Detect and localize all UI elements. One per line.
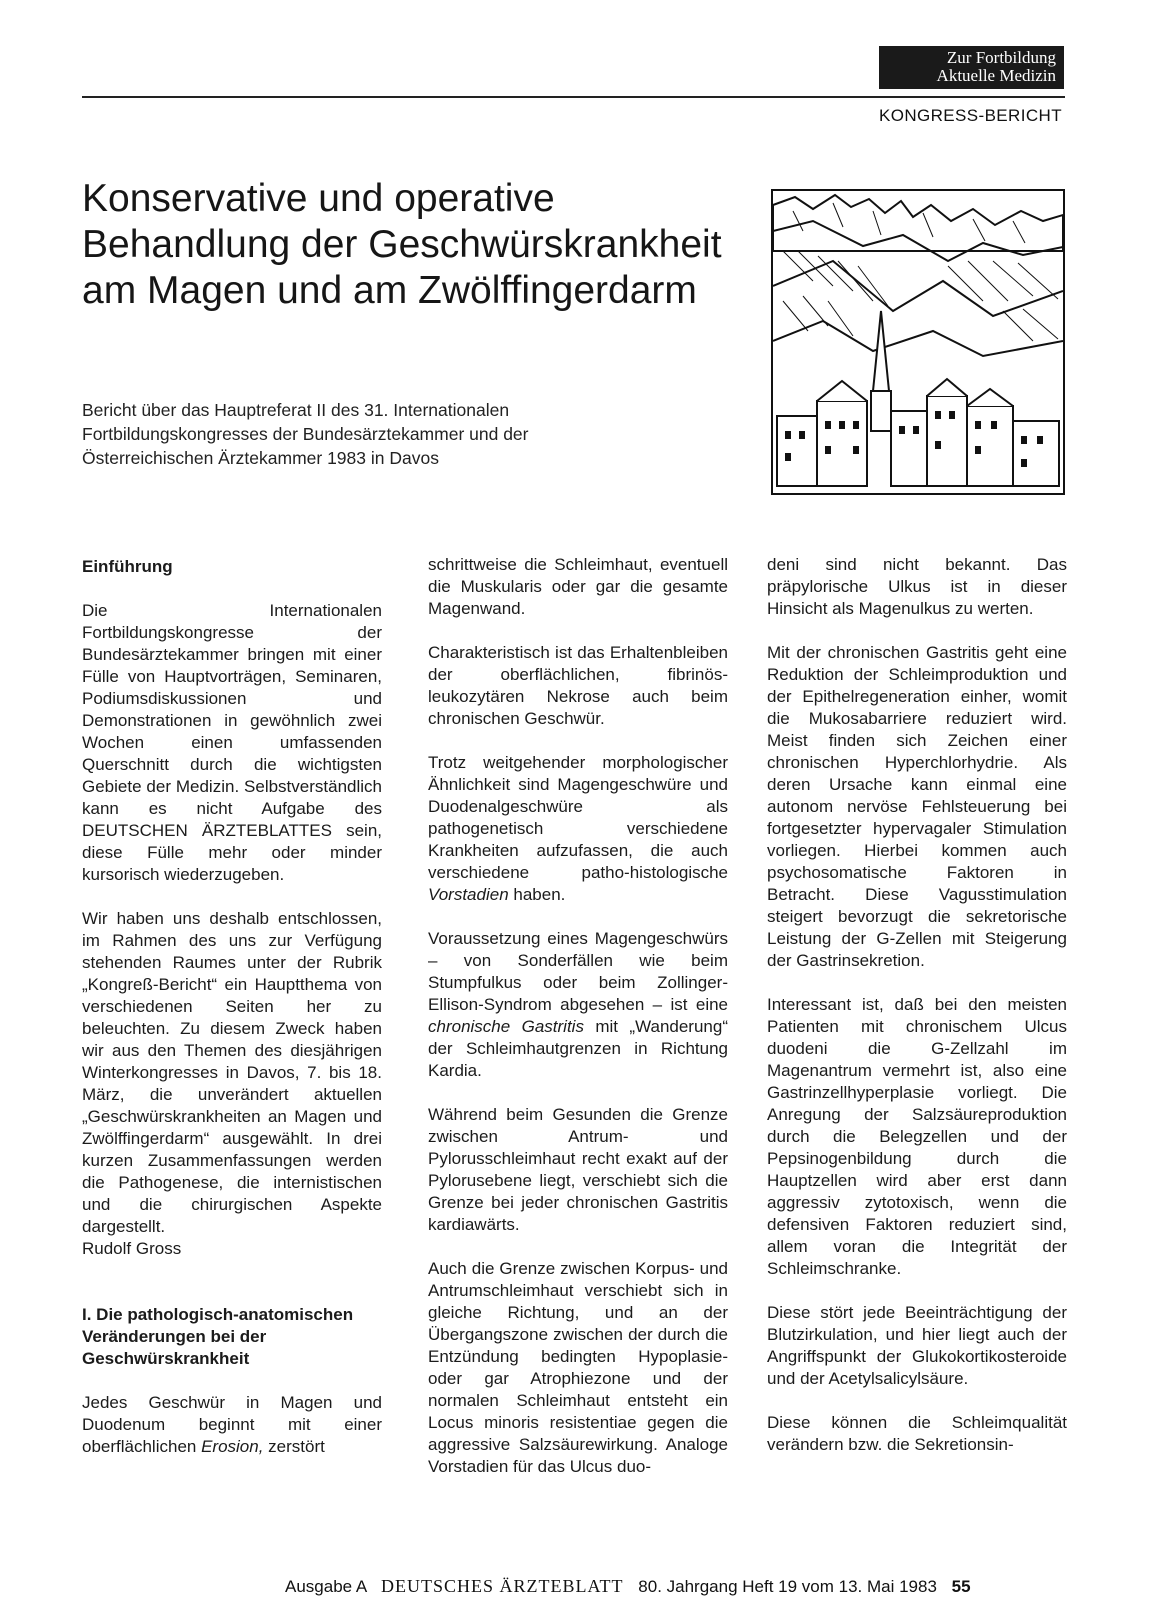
- page-number: 55: [951, 1577, 971, 1596]
- col3-paragraph-5: Diese können die Schleimqualität verändern bzw. die Sekretionsin-: [767, 1413, 1067, 1454]
- column-1: [82, 556, 382, 1480]
- author-signature: Rudolf Gross: [82, 1239, 182, 1258]
- col3-paragraph-3: Interessant ist, daß bei den meisten Patienten mit chronischem Ulcus duodeni die G-Zellzahl im Magenantrum vermehrt ist, also eine Gastrinzellhyperplasie vorliegt. Die Anregung der Salzsäureproduktion durch die Belegzellen und der Pepsinogenbildung durch die Hauptzellen wird aber erst dann aggressiv zytotoxisch, wenn die defensiven Faktoren reduziert sind, allem voran die Integrität der Schleimschranke.: [767, 995, 1067, 1278]
- intro-paragraph-1: Die Internationalen Fortbildungskongresse der Bundesärztekammer bringen mit einer Fülle von Hauptvorträgen, Seminaren, Podiumsdiskussionen und Demonstrationen in gewöhnlich zwei Wochen einen umfassenden Querschnitt durch die wichtigsten Gebiete der Medizin. Selbstverständlich kann es nicht Aufgabe des DEUTSCHEN ÄRZTEBLATTES sein, diese Fülle mehr oder minder kursorisch wiederzugeben.: [82, 601, 382, 884]
- article-subtitle: Bericht über das Hauptreferat II des 31. Internationalen Fortbildungskongresses der Bundesärztekammer und der Österreichischen Ärztekammer 1983 in Davos: [82, 400, 529, 468]
- section-badge: [879, 46, 1064, 89]
- footer-journal: DEUTSCHES ÄRZTEBLATT: [381, 1576, 624, 1596]
- section-label: KONGRESS-BERICHT: [878, 106, 1062, 125]
- footer-issue: 80. Jahrgang Heft 19 vom 13. Mai 1983: [638, 1577, 937, 1596]
- col2-paragraph-4: Voraussetzung eines Magengeschwürs – von Sonderfällen wie beim Stumpfulkus oder beim Zollinger-Ellison-Syndrom abgesehen – ist eine chronische Gastritis mit „Wanderung“ der Schleimhautgrenzen in Richtung Kardia.: [428, 929, 728, 1080]
- page-footer: [285, 1576, 971, 1597]
- column-3: [767, 554, 1067, 1478]
- col2-paragraph-3: Trotz weitgehender morphologischer Ähnlichkeit sind Magengeschwüre und Duodenalgeschwüre als pathogenetisch verschiedene Krankheiten aufzufassen, die auch verschiedene patho-histologische Vorstadien haben.: [428, 753, 728, 904]
- col2-paragraph-2: Charakteristisch ist das Erhaltenbleiben der oberflächlichen, fibrinös-leukozytären Nekrose auch beim chronischen Geschwür.: [428, 643, 728, 728]
- header-rule: [82, 96, 1065, 98]
- pathology-paragraph-1: Jedes Geschwür in Magen und Duodenum beginnt mit einer oberflächlichen Erosion, zerstört: [82, 1393, 382, 1456]
- col3-paragraph-2: Mit der chronischen Gastritis geht eine Reduktion der Schleimproduktion und der Epithelregeneration einher, womit die Mukosabarriere reduziert wird. Meist finden sich Zeichen einer chronischen Hyperchlorhydrie. Als deren Ursache kann einmal eine autonom nervöse Fehlsteuerung bei fortgesetzter hypervagaler Stimulation vorliegen. Hierbei kommen auch psychosomatische Faktoren in Betracht. Diese Vagusstimulation steigert bevorzugt die sekretorische Leistung der G-Zellen mit Steigerung der Gastrinsekretion.: [767, 643, 1067, 970]
- col3-paragraph-4: Diese stört jede Beeinträchtigung der Blutzirkulation, und hier liegt auch der Angriffspunkt der Glukokortikosteroide und der Acetylsalicylsäure.: [767, 1303, 1067, 1388]
- article-title: Konservative und operative Behandlung der Geschwürskrankheit am Magen und am Zwölffingerdarm: [82, 177, 722, 312]
- section-heading-pathology: I. Die pathologisch-anatomischen Veränderungen bei der Geschwürskrankheit: [82, 1305, 354, 1368]
- col2-paragraph-6: Auch die Grenze zwischen Korpus- und Antrumschleimhaut verschiebt sich in gleiche Richtung, und an der Übergangszone zwischen der durch die Entzündung bedingten Hypoplasie- oder gar Atrophiezone und der normalen Schleimhaut entsteht ein Locus minoris resistentiae gegen die aggressive Salzsäurewirkung. Analoge Vorstadien für das Ulcus duo-: [428, 1259, 728, 1476]
- davos-landscape-illustration: [771, 189, 1065, 495]
- footer-edition: Ausgabe A: [285, 1577, 367, 1596]
- col2-paragraph-5: Während beim Gesunden die Grenze zwischen Antrum- und Pylorusschleimhaut recht exakt auf der Pylorusebene liegt, verschiebt sich die Grenze bei jeder chronischen Gastritis kardiawärts.: [428, 1105, 728, 1234]
- badge-line-2: Aktuelle Medizin: [936, 66, 1056, 85]
- landscape-drawing: [773, 191, 1063, 493]
- column-2: [428, 554, 728, 1500]
- badge-line-1: Zur Fortbildung: [946, 48, 1056, 67]
- intro-heading: Einführung: [82, 557, 173, 576]
- col2-paragraph-1: schrittweise die Schleimhaut, eventuell die Muskularis oder gar die gesamte Magenwand.: [428, 555, 728, 618]
- col3-paragraph-1: deni sind nicht bekannt. Das präpylorische Ulkus ist in dieser Hinsicht als Magenulkus zu werten.: [767, 555, 1067, 618]
- intro-paragraph-2: Wir haben uns deshalb entschlossen, im Rahmen des uns zur Verfügung stehenden Raumes unter der Rubrik „Kongreß-Bericht“ ein Hauptthema von verschiedenen Seiten her zu beleuchten. Zu diesem Zweck haben wir aus den Themen des diesjährigen Winterkongresses in Davos, 7. bis 18. März, die unverändert aktuellen „Geschwürskrankheiten an Magen und Zwölffingerdarm“ ausgewählt. In drei kurzen Zusammenfassungen werden die Pathogenese, die internistischen und die chirurgischen Aspekte dargestellt.: [82, 909, 382, 1236]
